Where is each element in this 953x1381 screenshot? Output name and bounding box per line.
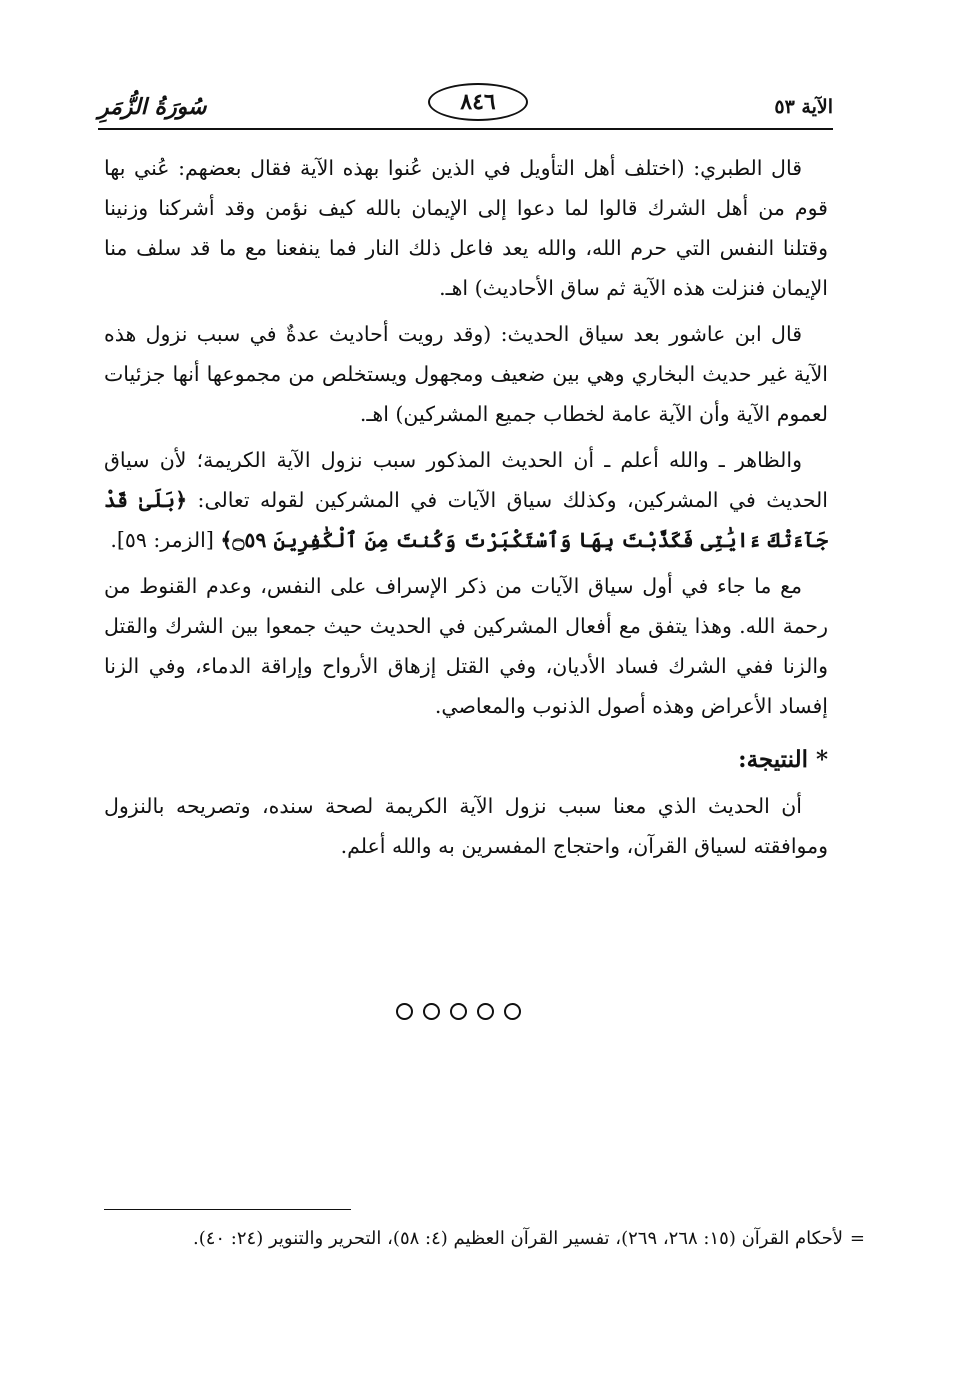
- footnote-continuation-marker: =: [849, 1228, 865, 1249]
- paragraph-conclusion-context: [104, 440, 828, 560]
- footnote: [104, 1221, 865, 1257]
- quran-verse: ﴿بَلَىٰ قَدْ جَآءَتْكَ ءَايَٰتِى فَكَذَّبْتَ بِهَا وَٱسْتَكْبَرْتَ وَكُنتَ مِنَ ٱلْكَٰفِرِينَ ۝٥٩﴾: [104, 488, 828, 552]
- paragraph-tabari: قال الطبري: (اختلف أهل التأويل في الذين عُنوا بهذه الآية فقال بعضهم: عُني بها قوم من أهل الشرك قالوا لما دعوا إلى الإيمان بالله كيف نؤمن وقد أشركنا وزنينا وقتلنا النفس التي حرم الله، والله يعد فاعل ذلك النار فما ينفعنا مع ما قد سلف منا الإيمان فنزلت هذه الآية ثم ساق الأحاديث) اهـ.: [104, 156, 828, 300]
- surah-name-header: سُورَةُ الزُّمَرِ: [98, 94, 207, 120]
- main-text: [104, 148, 828, 872]
- ayah-label-header: الآية ٥٣: [774, 96, 833, 118]
- footnote-divider: [104, 1209, 351, 1210]
- circle-ornament-icon: [477, 1003, 494, 1020]
- circle-ornament-icon: [450, 1003, 467, 1020]
- circle-ornament-icon: [423, 1003, 440, 1020]
- star-bullet-icon: *: [815, 746, 828, 773]
- page-number: ٨٤٦: [460, 89, 496, 115]
- result-heading: [104, 740, 828, 780]
- footnote-text: لأحكام القرآن (١٥: ٢٦٨، ٢٦٩)، تفسير القرآن العظيم (٤: ٥٨)، التحرير والتنوير (٢٤: ٤٠).: [192, 1228, 843, 1249]
- circle-ornament-icon: [504, 1003, 521, 1020]
- circle-ornament-icon: [396, 1003, 413, 1020]
- paragraph-result: أن الحديث الذي معنا سبب نزول الآية الكريمة لصحة سنده، وتصريحه بالنزول وموافقته لسياق القرآن، واحتجاج المفسرين به والله أعلم.: [104, 794, 828, 858]
- paragraph-context-analysis: مع ما جاء في أول سياق الآيات من ذكر الإسراف على النفس، وعدم القنوط من رحمة الله. وهذا يتفق مع أفعال المشركين في الحديث حيث جمعوا بين الشرك والقتل والزنا ففي الشرك فساد الأديان، وفي القتل إزهاق الأرواح وإراقة الدماء، وفي الزنا إفساد الأعراض وهذه أصول الذنوب والمعاصي.: [104, 574, 828, 718]
- result-title: النتيجة:: [738, 746, 808, 773]
- page-number-badge: [428, 83, 528, 121]
- verse-reference: [الزمر: ٥٩].: [110, 528, 221, 552]
- paragraph-ibn-ashur: قال ابن عاشور بعد سياق الحديث: (وقد رويت أحاديث عدةٌ في سبب نزول هذه الآية غير حديث البخاري وهي بين ضعيف ومجهول ويستخلص من مجموعها أنها جزئيات لعموم الآية وأن الآية عامة لخطاب جميع المشركين) اهـ.: [104, 322, 828, 426]
- header-divider: [98, 128, 833, 130]
- paragraph-text: والظاهر ـ والله أعلم ـ أن الحديث المذكور سبب نزول الآية الكريمة؛ لأن سياق الحديث في المشركين، وكذلك سياق الآيات في المشركين لقوله تعالى:: [104, 448, 829, 512]
- section-end-ornament: [396, 1003, 566, 1027]
